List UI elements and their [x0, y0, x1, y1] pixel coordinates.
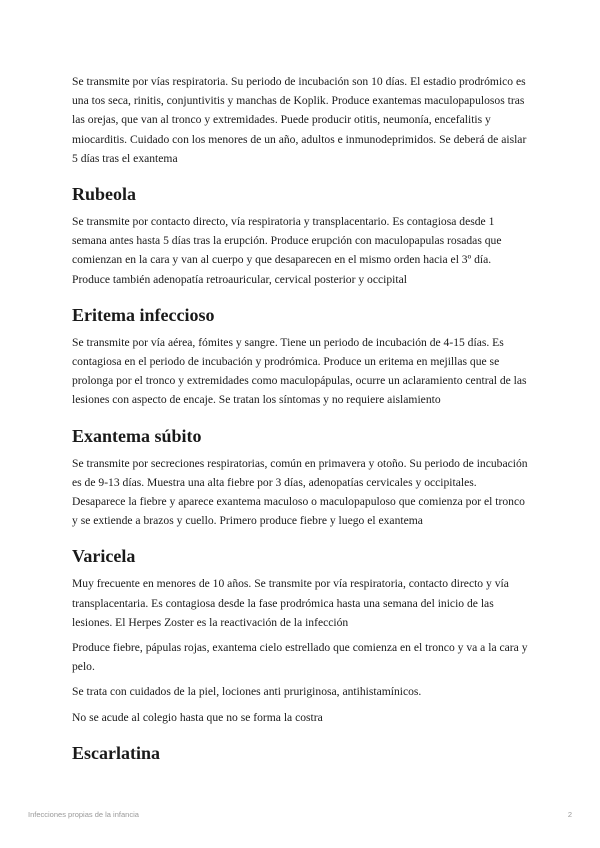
section-escarlatina	[72, 740, 528, 766]
section-eritema-infeccioso	[72, 302, 528, 410]
section-heading: Eritema infeccioso	[72, 304, 215, 325]
section-paragraph: Produce fiebre, pápulas rojas, exantema cielo estrellado que comienza en el tronco y va a la cara y pelo.	[72, 641, 528, 674]
footer-title: Infecciones propias de la infancia	[28, 810, 139, 819]
intro-paragraph: Se transmite por vías respiratoria. Su periodo de incubación son 10 días. El estadio prodrómico es una tos seca, rinitis, conjuntivitis y manchas de Koplik. Produce exantemas maculopapulosos tras las orejas, que van al tronco y extremidades. Puede producir otitis, neumonía, encefalitis y miocarditis. Cuidado con los menores de un año, adultos e inmunodeprimidos. Se deberá de aislar 5 días tras el exantema	[72, 75, 527, 165]
section-paragraph: No se acude al colegio hasta que no se forma la costra	[72, 710, 323, 724]
section-heading: Varicela	[72, 546, 136, 567]
section-exantema-subito	[72, 423, 528, 531]
section-paragraph: Se trata con cuidados de la piel, lociones anti pruriginosa, antihistamínicos.	[72, 685, 422, 699]
section-heading: Exantema súbito	[72, 425, 202, 446]
section-heading: Rubeola	[72, 184, 137, 205]
section-paragraph: Muy frecuente en menores de 10 años. Se transmite por vía respiratoria, contacto directo y vía transplacentaria. Es contagiosa desde la fase prodrómica hasta una semana del inicio de las lesiones. El Herpes Zoster es la reactivación de la infección	[72, 577, 509, 629]
section-varicela	[72, 543, 528, 726]
section-paragraph: Se transmite por contacto directo, vía respiratoria y transplacentario. Es contagiosa desde 1 semana antes hasta 5 días tras la erupción. Produce erupción con maculopapulas rosadas que comienzan en la cara y van al cuerpo y que desaparecen en el mismo orden hacia el 3º día. Produce también adenopatía retroauricular, cervical posterior y occipital	[72, 215, 502, 286]
section-heading: Escarlatina	[72, 742, 160, 763]
section-paragraph: Se transmite por vía aérea, fómites y sangre. Tiene un periodo de incubación de 4-15 días. Es contagiosa en el periodo de incubación y prodrómica. Produce un eritema en mejillas que se prolonga por el tronco y extremidades como maculopápulas, ocurre un aclaramiento central de las lesiones con aspecto de encaje. Se tratan los síntomas y no requiere aislamiento	[72, 335, 527, 407]
document-body	[72, 72, 528, 771]
section-paragraph: Se transmite por secreciones respiratorias, común en primavera y otoño. Su periodo de incubación es de 9-13 días. Muestra una alta fiebre por 3 días, adenopatías cervicales y occipitales. Desaparece la fiebre y aparece exantema maculoso o maculopapuloso que comienza por el tronco y se extiende a brazos y cuello. Primero produce fiebre y luego el exantema	[72, 456, 528, 528]
footer-page-number: 2	[567, 810, 572, 819]
section-rubeola	[72, 181, 528, 289]
